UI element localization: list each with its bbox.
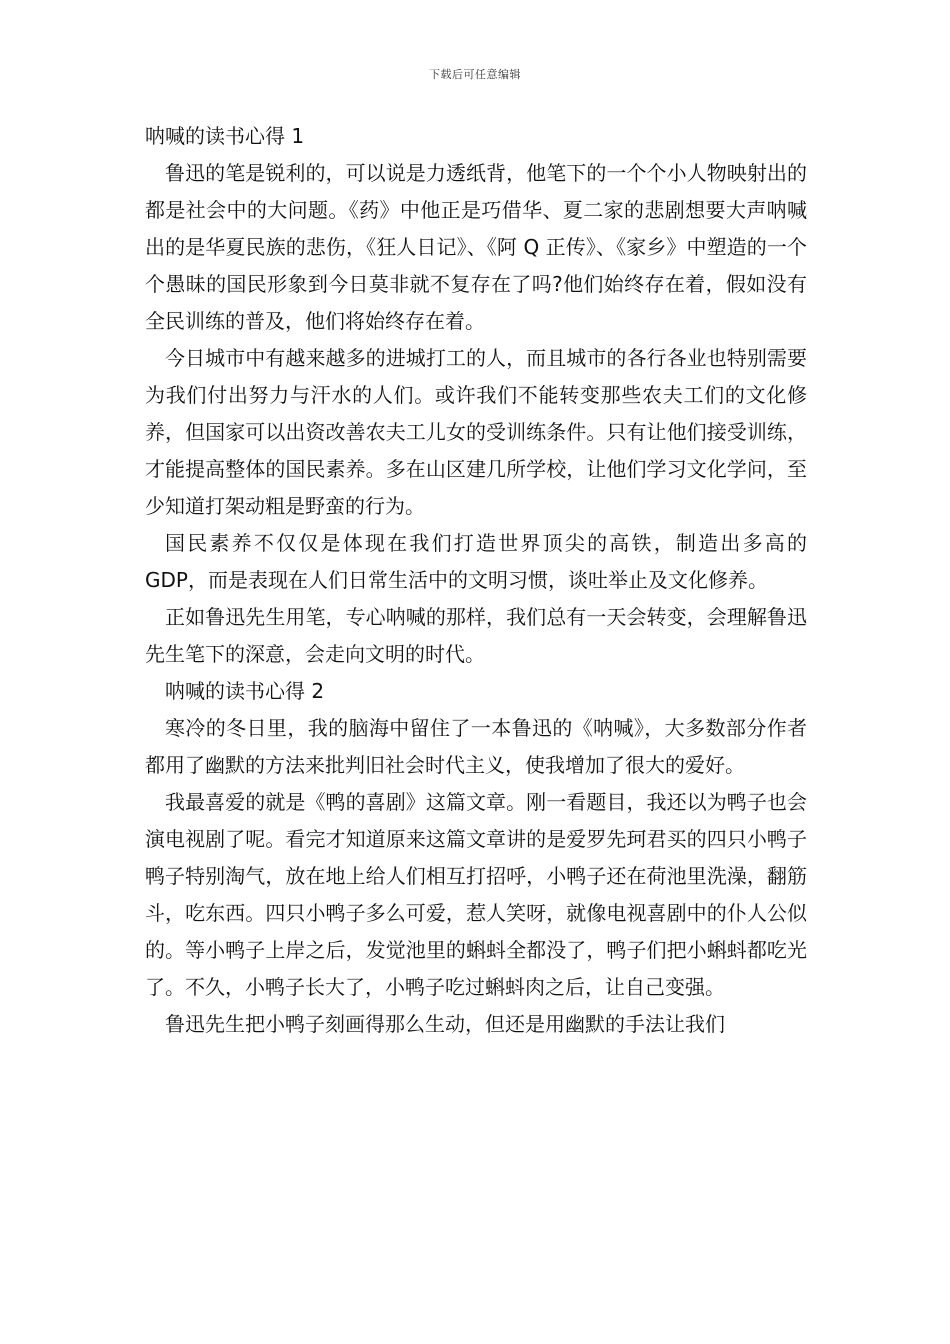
page-header-note: 下载后可任意编辑: [429, 68, 521, 81]
section-1-paragraph-4: 正如鲁迅先生用笔，专心呐喊的那样，我们总有一天会转变，会理解鲁迅先生笔下的深意，会走向文明的时代。: [145, 605, 807, 666]
section-2-paragraph-1: 寒冷的冬日里，我的脑海中留住了一本鲁迅的《呐喊》，大多数部分作者都用了幽默的方法来批判旧社会时代主义，使我增加了很大的爱好。: [145, 716, 807, 777]
section-1-title: 呐喊的读书心得 1: [145, 124, 305, 148]
document-body: [145, 118, 807, 1043]
section-2-paragraph-2: 我最喜爱的就是《鸭的喜剧》这篇文章。刚一看题目，我还以为鸭子也会演电视剧了呢。看完才知道原来这篇文章讲的是爱罗先珂君买的四只小鸭子鸭子特别淘气，放在地上给人们相互打招呼，小鸭子还在荷池里洗澡，翻筋斗，吃东西。四只小鸭子多么可爱，惹人笑呀，就像电视喜剧中的仆人公似的。等小鸭子上岸之后，发觉池里的蝌蚪全都没了，鸭子们把小蝌蚪都吃光了。不久，小鸭子长大了，小鸭子吃过蝌蚪肉之后，让自己变强。: [145, 790, 807, 999]
section-2-paragraph-3: 鲁迅先生把小鸭子刻画得那么生动，但还是用幽默的手法让我们: [165, 1012, 725, 1036]
section-1-paragraph-3: 国民素养不仅仅是体现在我们打造世界顶尖的高铁，制造出多高的 GDP，而是表现在人们日常生活中的文明习惯，谈吐举止及文化修养。: [145, 531, 807, 592]
section-1-paragraph-2: 今日城市中有越来越多的进城打工的人，而且城市的各行各业也特别需要为我们付出努力与汗水的人们。或许我们不能转变那些农夫工们的文化修养，但国家可以出资改善农夫工儿女的受训练条件。只有让他们接受训练，才能提高整体的国民素养。多在山区建几所学校，让他们学习文化学问，至少知道打架动粗是野蛮的行为。: [145, 346, 807, 518]
section-1-paragraph-1: 鲁迅的笔是锐利的，可以说是力透纸背，他笔下的一个个小人物映射出的都是社会中的大问题。《药》中他正是巧借华、夏二家的悲剧想要大声呐喊出的是华夏民族的悲伤，《狂人日记》、《阿 Q 正传》、《家乡》中塑造的一个个愚昧的国民形象到今日莫非就不复存在了吗?他们始终存在着，假如没有全民训练的普及，他们将始终存在着。: [145, 161, 807, 333]
section-2-title: 呐喊的读书心得 2: [165, 679, 325, 703]
